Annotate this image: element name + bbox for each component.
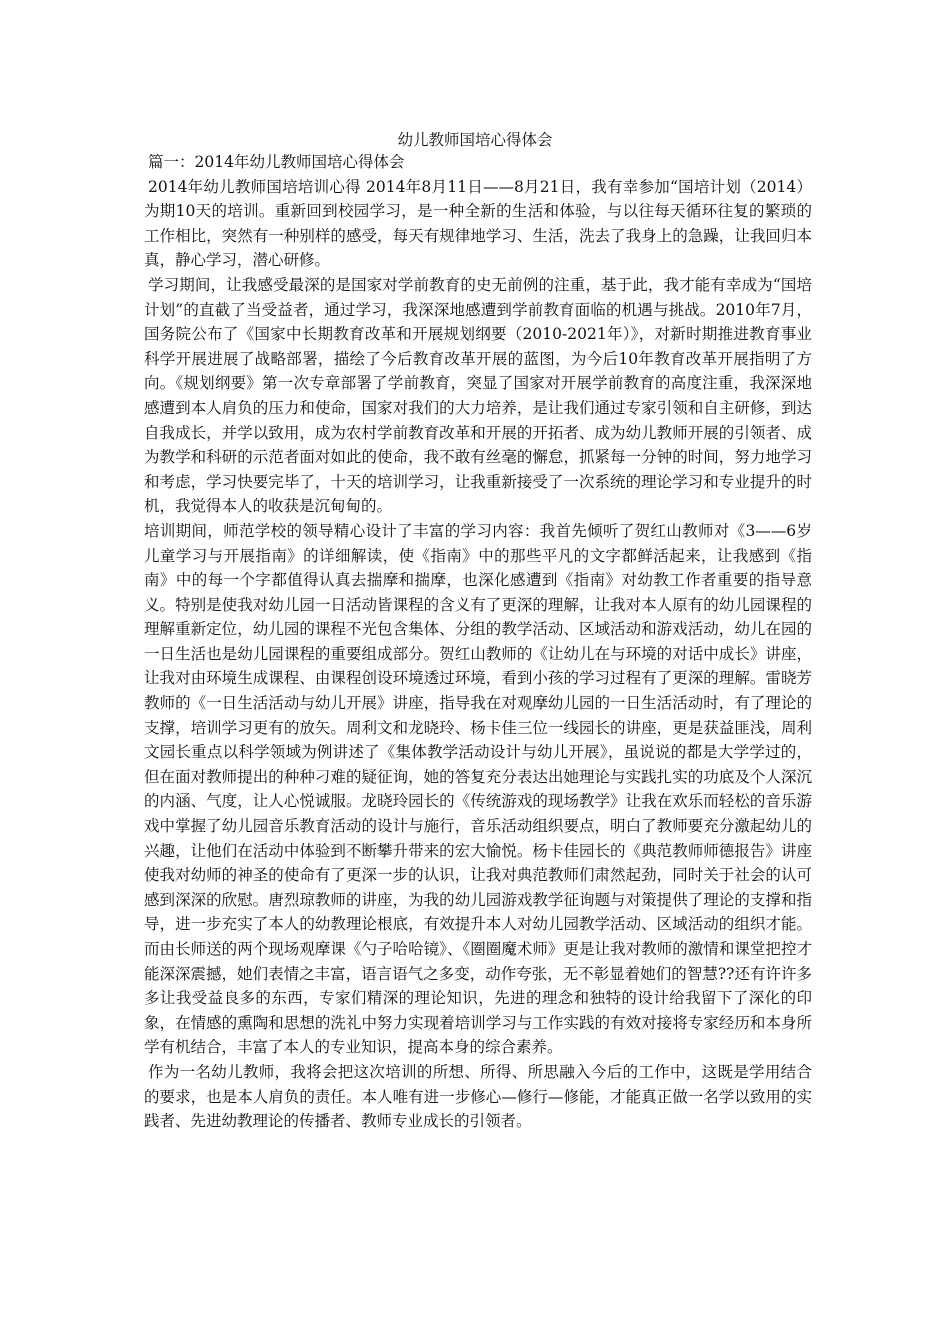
document-body — [144, 150, 812, 1134]
section-heading: 篇一：2014年幼儿教师国培心得体会 — [148, 153, 405, 171]
paragraph-intro: 2014年幼儿教师国培培训心得 2014年8月11日——8月21日，我有幸参加“国培计划（2014）为期10天的培训。重新回到校园学习，是一种全新的生活和体验，与以往每天循环往复的繁琐的工作相比，突然有一种别样的感受，每天有规律地学习、生活，洗去了我身上的急躁，让我回归本真，静心学习，潜心研修。 — [144, 177, 812, 270]
paragraph-conclusion: 作为一名幼儿教师，我将会把这次培训的所想、所得、所思融入今后的工作中，这既是学用结合的要求，也是本人肩负的责任。本人唯有进一步修心—修行—修能，才能真正做一名学以致用的实践者、先进幼教理论的传播者、教师专业成长的引领者。 — [144, 1062, 812, 1131]
paragraph-training-content: 培训期间，师范学校的领导精心设计了丰富的学习内容：我首先倾听了贺红山教师对《3——6岁儿童学习与开展指南》的详细解读，使《指南》中的那些平凡的文字都鲜活起来，让我感到《指南》中的每一个字都值得认真去揣摩和揣摩，也深化感遭到《指南》对幼教工作者重要的指导意义。特别是使我对幼儿园一日活动皆课程的含义有了更深的理解，让我对本人原有的幼儿园课程的理解重新定位，幼儿园的课程不光包含集体、分组的教学活动、区域活动和游戏活动，幼儿在园的一日生活也是幼儿园课程的重要组成部分。贺红山教师的《让幼儿在与环境的对话中成长》讲座，让我对由环境生成课程、由课程创设环境透过环境，看到小孩的学习过程有了更深的理解。雷晓芳教师的《一日生活活动与幼儿开展》讲座，指导我在对观摩幼儿园的一日生活活动时，有了理论的支撑，培训学习更有的放矢。周利文和龙晓玲、杨卡佳三位一线园长的讲座，更是获益匪浅，周利文园长重点以科学领域为例讲述了《集体教学活动设计与幼儿开展》，虽说说的都是大学学过的，但在面对教师提出的种种刁难的疑征询，她的答复充分表达出她理论与实践扎实的功底及个人深沉的内涵、气度，让人心悦诚服。龙晓玲园长的《传统游戏的现场教学》让我在欢乐而轻松的音乐游戏中掌握了幼儿园音乐教育活动的设计与施行，音乐活动组织要点，明白了教师要充分激起幼儿的兴趣，让他们在活动中体验到不断攀升带来的宏大愉悦。杨卡佳园长的《典范教师师德报告》讲座使我对幼师的神圣的使命有了更深一步的认识，让我对典范教师们肃然起劲，同时关于社会的认可感到深深的欣慰。唐烈琼教师的讲座，为我的幼儿园游戏教学征询题与对策提供了理论的支撑和指导，进一步充实了本人的幼教理论根底，有效提升本人对幼儿园教学活动、区域活动的组织才能。而由长师送的两个现场观摩课《勺子哈哈镜》、《圈圈魔术师》更是让我对教师的激情和课堂把控才能深深震撼，她们表情之丰富，语言语气之多变，动作夸张，无不彰显着她们的智慧??还有许许多多让我受益良多的东西，专家们精深的理论知识，先进的理念和独特的设计给我留下了深化的印象，在情感的熏陶和思想的洗礼中努力实现着培训学习与工作实践的有效对接将专家经历和本身所学有机结合，丰富了本人的专业知识，提高本身的综合素养。 — [144, 521, 812, 1057]
document-title: 幼儿教师国培心得体会 — [397, 131, 553, 149]
paragraph-study-period: 学习期间，让我感受最深的是国家对学前教育的史无前例的注重，基于此，我才能有幸成为“国培计划”的直截了当受益者，通过学习，我深深地感遭到学前教育面临的机遇与挑战。2010年7月，国务院公布了《国家中长期教育改革和开展规划纲要（2010-2021年）》，对新时期推进教育事业科学开展进展了战略部署，描绘了今后教育改革开展的蓝图，为今后10年教育改革开展指明了方向。《规划纲要》第一次专章部署了学前教育，突显了国家对开展学前教育的高度注重，我深深地感遭到本人肩负的压力和使命，国家对我们的大力培养，是让我们通过专家引领和自主研修，到达自我成长，并学以致用，成为农村学前教育改革和开展的开拓者、成为幼儿教师开展的引领者、成为教学和科研的示范者面对如此的使命，我不敢有丝毫的懈怠，抓紧每一分钟的时间，努力地学习和考虑，学习快要完毕了，十天的培训学习，让我重新接受了一次系统的理论学习和专业提升的时机，我觉得本人的收获是沉甸甸的。 — [144, 275, 812, 516]
